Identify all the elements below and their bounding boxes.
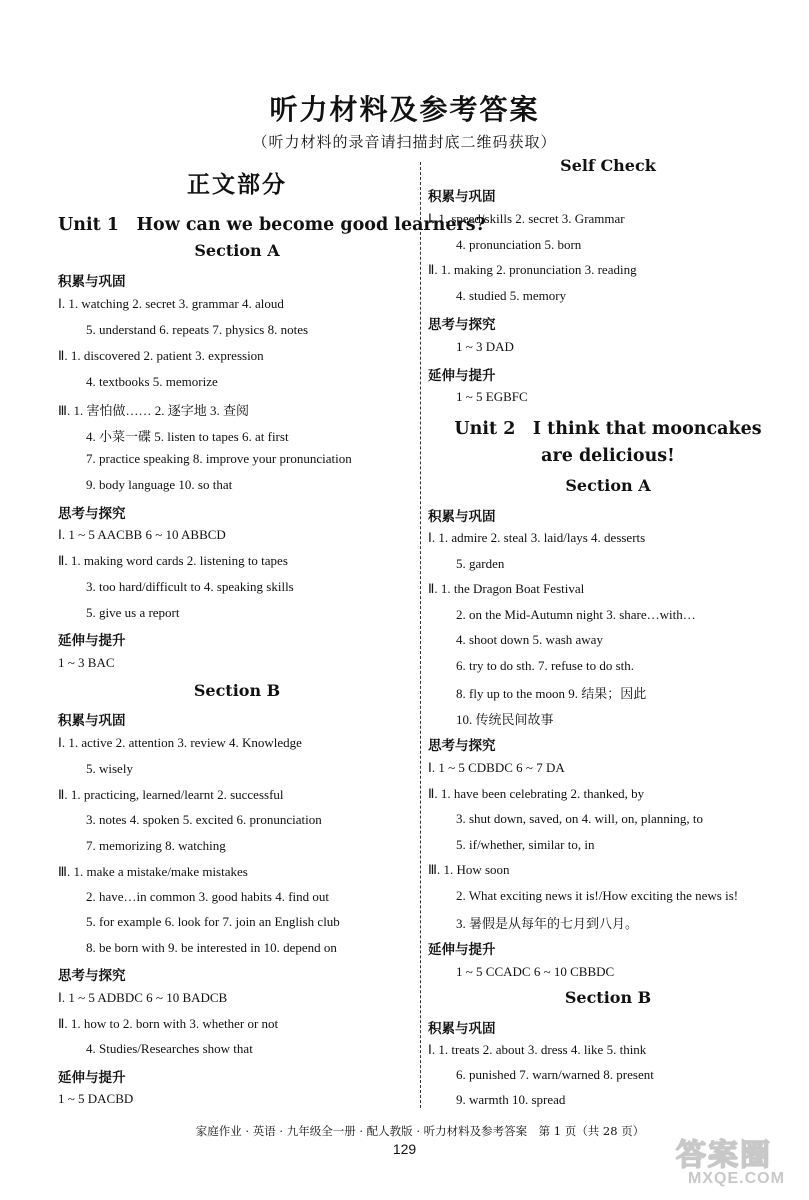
answer-line: Ⅰ. 1. treats 2. about 3. dress 4. like 5. think — [428, 1042, 647, 1057]
answer-line: 5. if/whether, similar to, in — [456, 837, 595, 852]
answer-line: 6. try to do sth. 7. refuse to do sth. — [456, 658, 635, 673]
sub-heading: 积累与巩固 — [58, 274, 126, 290]
answer-line: 4. pronunciation 5. born — [456, 237, 582, 252]
answer-line: 4. 小菜一碟 5. listen to tapes 6. at first — [86, 429, 289, 444]
page-title: 听力材料及参考答案 — [269, 93, 540, 126]
answer-line: 2. What exciting news it is!/How exciting the news is! — [456, 888, 739, 903]
answer-line: 4. Studies/Researches show that — [86, 1041, 253, 1056]
answer-line: Ⅱ. 1. making word cards 2. listening to tapes — [58, 553, 288, 568]
sub-heading: 积累与巩固 — [428, 509, 496, 525]
answer-line: 3. notes 4. spoken 5. excited 6. pronunciation — [86, 812, 322, 827]
answer-line: Ⅰ. 1 ~ 5 AACBB 6 ~ 10 ABBCD — [58, 527, 226, 542]
watermark-cn: 答案圈 — [676, 1138, 772, 1173]
sub-heading: 思考与探究 — [428, 317, 496, 333]
page-number: 129 — [392, 1141, 417, 1157]
answer-line: 1 ~ 5 EGBFC — [456, 389, 528, 404]
answer-line: 2. have…in common 3. good habits 4. find out — [86, 889, 330, 904]
sub-heading: 延伸与提升 — [428, 942, 496, 958]
answer-line: 4. textbooks 5. memorize — [86, 374, 218, 389]
answer-line: Ⅰ. 1 ~ 5 CDBDC 6 ~ 7 DA — [428, 760, 565, 775]
answer-line: Ⅰ. 1. admire 2. steal 3. laid/lays 4. desserts — [428, 530, 646, 545]
sub-heading: 思考与探究 — [58, 968, 126, 984]
unit2-sectionB-title: Section B — [564, 988, 652, 1007]
answer-line: 9. warmth 10. spread — [456, 1092, 566, 1107]
answer-line: 1 ~ 3 BAC — [58, 655, 115, 670]
unit1-title: Unit 1 How can we become good learners? — [58, 215, 486, 235]
answer-line: 1 ~ 5 DACBD — [58, 1091, 134, 1106]
unit2-title-line1: Unit 2 I think that mooncakes — [454, 419, 762, 439]
answer-line: 10. 传统民间故事 — [456, 712, 554, 727]
sub-heading: 思考与探究 — [428, 738, 496, 754]
answer-line: 3. too hard/difficult to 4. speaking skills — [86, 579, 294, 594]
page-subtitle: （听力材料的录音请扫描封底二维码获取） — [252, 133, 557, 151]
answer-line: Ⅱ. 1. making 2. pronunciation 3. reading — [428, 262, 637, 277]
unit2-sectionA-title: Section A — [565, 476, 651, 495]
answer-line: Ⅱ. 1. have been celebrating 2. thanked, by — [428, 786, 645, 801]
answer-line: 9. body language 10. so that — [86, 477, 233, 492]
column-divider — [420, 162, 421, 1108]
answer-line: Ⅲ. 1. 害怕做…… 2. 逐字地 3. 查阅 — [58, 403, 249, 418]
sub-heading: 积累与巩固 — [428, 1021, 496, 1037]
sub-heading: 积累与巩固 — [428, 189, 496, 205]
answer-line: 1 ~ 3 DAD — [456, 339, 514, 354]
part-title: 正文部分 — [187, 172, 287, 198]
unit1-sectionB-title: Section B — [193, 681, 281, 700]
answer-line: 4. studied 5. memory — [456, 288, 567, 303]
answer-line: Ⅱ. 1. discovered 2. patient 3. expression — [58, 348, 264, 363]
answer-line: 3. shut down, saved, on 4. will, on, planning, to — [456, 811, 703, 826]
sub-heading: 延伸与提升 — [58, 1070, 126, 1086]
footer-text: 家庭作业 · 英语 · 九年级全一册 · 配人教版 · 听力材料及参考答案 第 1 页（共 28 页） — [195, 1124, 645, 1138]
answer-line: 5. understand 6. repeats 7. physics 8. notes — [86, 322, 309, 337]
answer-line: 5. garden — [456, 556, 505, 571]
answer-line: 5. for example 6. look for 7. join an English club — [86, 914, 340, 929]
answer-line: 4. shoot down 5. wash away — [456, 632, 603, 647]
watermark-en: MXQE.COM — [688, 1170, 785, 1187]
sub-heading: 延伸与提升 — [428, 368, 496, 384]
sub-heading: 思考与探究 — [58, 506, 126, 522]
answer-line: 5. wisely — [86, 761, 133, 776]
answer-line: 7. memorizing 8. watching — [86, 838, 226, 853]
answer-line: Ⅱ. 1. how to 2. born with 3. whether or not — [58, 1016, 279, 1031]
answer-line: Ⅰ. 1. active 2. attention 3. review 4. Knowledge — [58, 735, 302, 750]
answer-line: 8. be born with 9. be interested in 10. depend on — [86, 940, 337, 955]
answer-line: 8. fly up to the moon 9. 结果；因此 — [456, 686, 647, 701]
unit2-title-line2: are delicious! — [541, 446, 675, 466]
answer-line: 3. 暑假是从每年的七月到八月。 — [456, 916, 639, 931]
unit1-sectionA-title: Section A — [194, 241, 280, 260]
self-check-title: Self Check — [560, 156, 656, 175]
answer-line: 5. give us a report — [86, 605, 180, 620]
answer-line: Ⅰ. 1 ~ 5 ADBDC 6 ~ 10 BADCB — [58, 990, 228, 1005]
answer-line: Ⅰ. 1. speed/skills 2. secret 3. Grammar — [428, 211, 625, 226]
answer-line: Ⅲ. 1. make a mistake/make mistakes — [58, 864, 248, 879]
answer-line: Ⅱ. 1. the Dragon Boat Festival — [428, 581, 585, 596]
sub-heading: 积累与巩固 — [58, 713, 126, 729]
answer-line: 7. practice speaking 8. improve your pronunciation — [86, 451, 352, 466]
answer-line: 1 ~ 5 CCADC 6 ~ 10 CBBDC — [456, 964, 615, 979]
answer-line: Ⅱ. 1. practicing, learned/learnt 2. successful — [58, 787, 284, 802]
watermark-logo — [670, 1130, 800, 1190]
answer-line: 6. punished 7. warn/warned 8. present — [456, 1067, 654, 1082]
sub-heading: 延伸与提升 — [58, 633, 126, 649]
answer-line: Ⅰ. 1. watching 2. secret 3. grammar 4. aloud — [58, 296, 284, 311]
answer-line: 2. on the Mid-Autumn night 3. share…with… — [456, 607, 696, 622]
answer-line: Ⅲ. 1. How soon — [428, 862, 510, 877]
